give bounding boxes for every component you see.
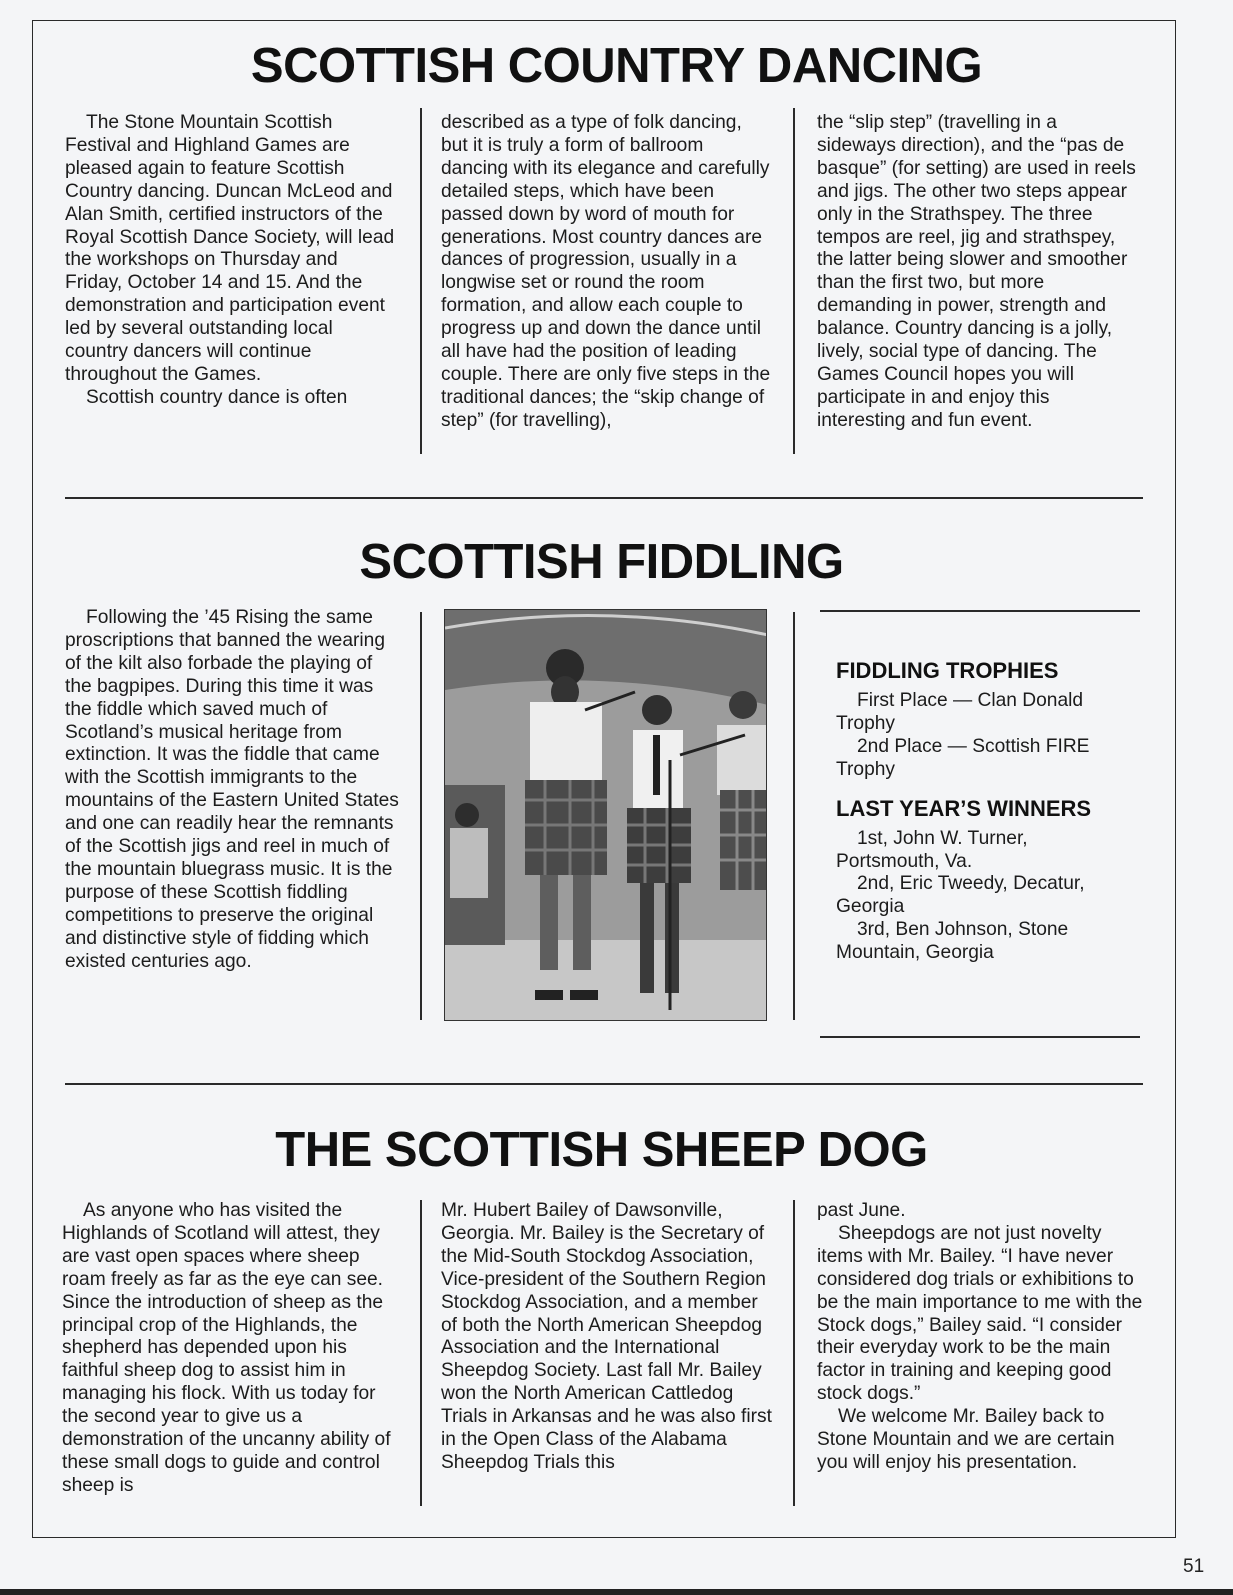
fiddling-sidebar [836,657,1136,965]
trophy-first: First Place — Clan Donald Trophy [836,690,1084,734]
winner-second: 2nd, Eric Tweedy, Decatur, Georgia [836,873,1085,918]
sheepdog-title: THE SCOTTISH SHEEP DOG [275,1123,928,1177]
sheepdog-col3-p3: We welcome Mr. Bailey back to Stone Mountain and we are certain you will enjoy his presentation. [817,1406,1115,1473]
sheepdog-divider-1 [420,1200,422,1506]
sheepdog-col-3 [817,1200,1147,1475]
section-divider-2 [65,1083,1143,1085]
sidebar-bottom-rule [820,1036,1140,1038]
dancing-col2-p1: described as a type of folk dancing, but it is truly a form of ballroom dancing with its elegance and carefully detailed steps, which have been passed down by word of mouth for generations. Most country dances are dances of progression, usually in a longwise set or round the room formation, and allow each couple to progress up and down the dance until all have had the position of leading couple. There are only five steps in the traditional dances; the “skip change of step” (for travelling), [441,112,771,431]
dancing-divider-1 [420,108,422,454]
fiddling-divider-1 [420,612,422,1020]
dancing-col3-p1: the “slip step” (travelling in a sideways direction), and the “pas de basque” (for setting) are used in reels and jigs. The other two steps appear only in the Strathspey. The three tempos are reel, jig and strathspey, the latter being slower and smoother than the first two, but more demanding in power, strength and balance. Country dancing is a jolly, lively, social type of dancing. The Games Council hopes you will participate in and enjoy this interesting and fun event. [817,112,1136,431]
trophies-heading: FIDDLING TROPHIES [836,658,1059,683]
dancing-col-3 [817,112,1139,433]
dancing-col1-p2: Scottish country dance is often [86,386,348,408]
sheepdog-col3-p2: Sheepdogs are not just novelty items with Mr. Bailey. “I have never considered dog trials or exhibitions to be the main importance to me with the Stock dogs,” Bailey said. “I consider their everyday work to be the main factor in training and keeping good stock dogs.” [817,1222,1143,1405]
sheepdog-col2-p1: Mr. Hubert Bailey of Dawsonville, Georgia. Mr. Bailey is the Secretary of the Mid-South Stockdog Association, Vice-president of the Southern Region Stockdog Association, and a member of both the North American Sheepdog Association and the International Sheepdog Society. Last fall Mr. Bailey won the North American Cattledog Trials in Arkansas and he was also first in the Open Class of the Alabama Sheepdog Trials this [441,1200,772,1473]
sidebar-top-rule [820,610,1140,612]
sheepdog-col3-p1: past June. [817,1200,906,1221]
fiddling-col1-p1: Following the ’45 Rising the same proscriptions that banned the wearing of the kilt also forbade the playing of the bagpipes. During this time it was the fiddle which saved much of Scotland’s musical heritage from extinction. It was the fiddle that came with the Scottish immigrants to the mountains of the Eastern United States and one can readily hear the remnants of the Scottish jigs and reel in much of the mountain bluegrass music. It is the purpose of these Scottish fiddling competitions to preserve the original and distinctive style of fidding which existed centuries ago. [65,607,399,972]
section-divider-1 [65,497,1143,499]
dancing-col-2 [441,112,771,433]
sheepdog-col-1 [62,1200,397,1498]
page-number: 51 [1183,1556,1205,1577]
fiddling-title: SCOTTISH FIDDLING [359,535,844,589]
trophy-second: 2nd Place — Scottish FIRE Trophy [836,735,1090,780]
sheepdog-col1-p1: As anyone who has visited the Highlands of Scotland will attest, they are vast open spaces where sheep roam freely as far as the eye can see. Since the introduction of sheep as the principal crop of the Highlands, the shepherd has depended upon his faithful sheep dog to assist him in managing his flock. With us today for the second year to give us a demonstration of the uncanny ability of these small dogs to guide and control sheep is [62,1200,391,1496]
winners-heading: LAST YEAR’S WINNERS [836,795,1092,821]
dancing-col1-p1: The Stone Mountain Scottish Festival and Highland Games are pleased again to feature Scottish Country dancing. Duncan McLeod and Alan Smith, certified instructors of the Royal Scottish Dance Society, will lead the workshops on Thursday and Friday, October 14 and 15. And the demonstration and participation event led by several outstanding local country dancers will continue throughout the Games. [65,112,395,385]
dancing-divider-2 [793,108,795,454]
sheepdog-col-2 [441,1200,773,1475]
bottom-edge [0,1589,1233,1595]
fiddling-col-1 [65,607,400,974]
dancing-title: SCOTTISH COUNTRY DANCING [250,39,983,93]
fiddlers-photo [444,609,767,1021]
dancing-col-1 [65,112,395,410]
winner-first: 1st, John W. Turner, Portsmouth, Va. [836,827,1028,872]
sheepdog-divider-2 [793,1200,795,1506]
fiddling-divider-2 [793,612,795,1020]
winner-third: 3rd, Ben Johnson, Stone Mountain, Georgia [836,919,1069,964]
